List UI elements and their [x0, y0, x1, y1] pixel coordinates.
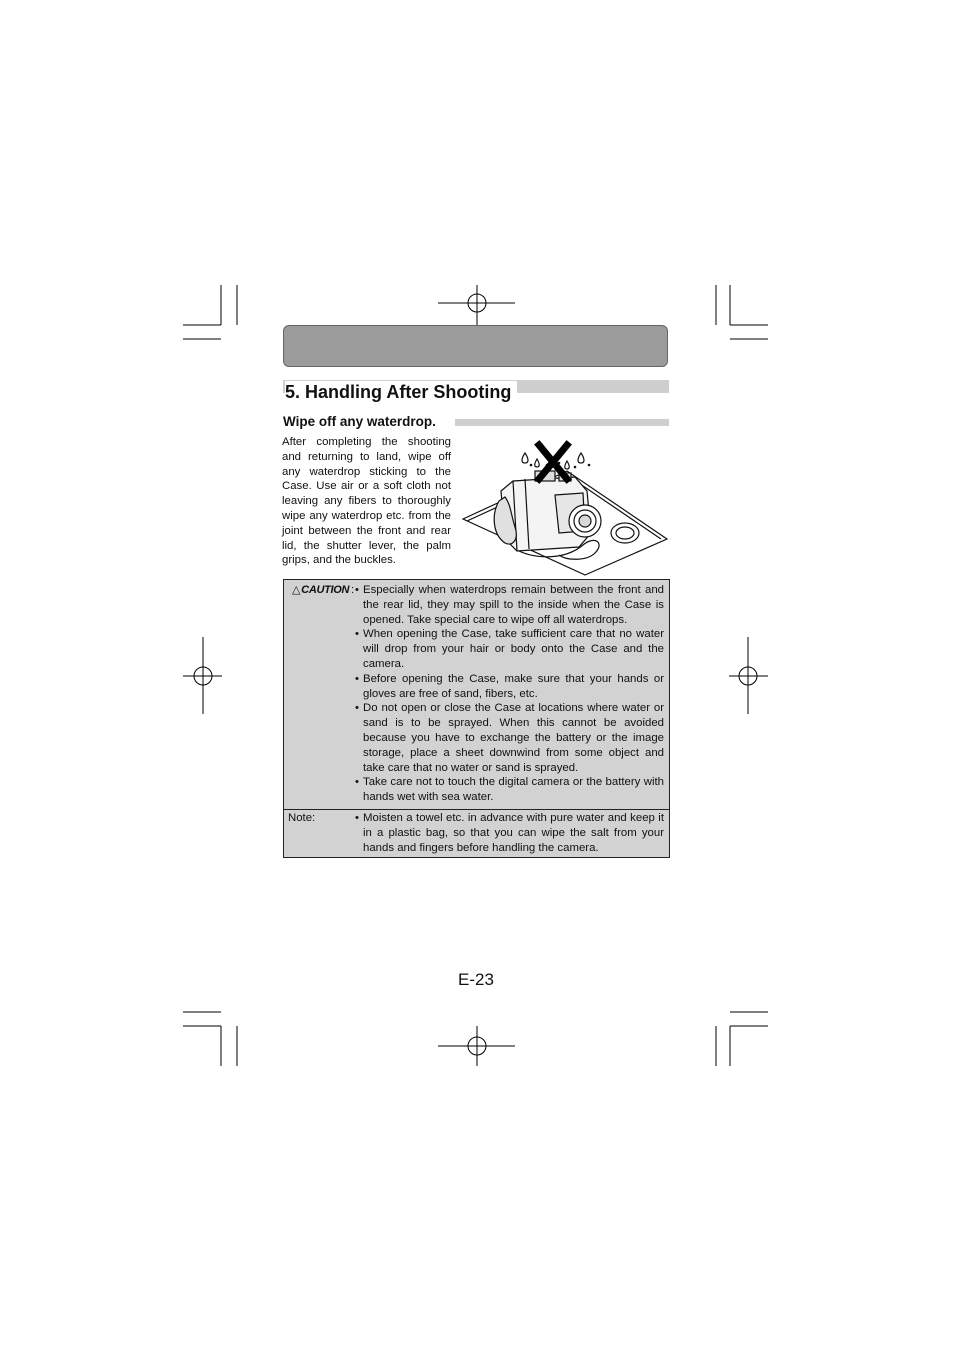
warning-triangle-icon: △	[292, 584, 301, 596]
note-list	[354, 811, 664, 855]
caution-label-text: CAUTION	[301, 584, 350, 596]
camera-case-wiping-illustration	[455, 435, 671, 578]
note-item: • Moisten a towel etc. in advance with pure water and keep it in a plastic bag, so that you can wipe the salt from your hands and fingers before handling the camera.	[354, 811, 664, 855]
page-number: E-23	[458, 970, 494, 989]
caution-item: • Take care not to touch the digital camera or the battery with hands wet with sea water.	[354, 775, 664, 805]
subheading: Wipe off any waterdrop.	[283, 414, 436, 429]
caution-note-box	[283, 579, 670, 858]
caution-label	[292, 583, 349, 598]
section-title: 5. Handling After Shooting	[285, 381, 517, 403]
caution-colon: :	[351, 584, 355, 596]
note-divider	[284, 809, 669, 810]
subheading-rule	[455, 419, 669, 426]
body-paragraph: After completing the shooting and returning to land, wipe off any waterdrop sticking to the Case. Use air or a soft cloth not leaving any fibers to thoroughly wipe any waterdrop etc. from the joint between the front and rear lid, the shutter lever, the palm grips, and the buckles.	[282, 436, 451, 567]
caution-list	[354, 583, 664, 805]
caution-item: • Before opening the Case, make sure that your hands or gloves are free of sand, fibers, etc.	[354, 672, 664, 702]
chapter-header-bar	[283, 325, 668, 367]
caution-item: • When opening the Case, take sufficient care that no water will drop from your hair or body onto the Case and the camera.	[354, 627, 664, 671]
caution-item: • Do not open or close the Case at locations where water or sand is to be sprayed. When this cannot be avoided because you have to exchange the battery or the image storage, place a sheet downwind from some object and take care that no water or sand is sprayed.	[354, 701, 664, 775]
caution-item: • Especially when waterdrops remain between the front and the rear lid, they may spill to the inside when the Case is opened. Take special care to wipe off all waterdrops.	[354, 583, 664, 627]
note-label: Note:	[288, 812, 316, 824]
